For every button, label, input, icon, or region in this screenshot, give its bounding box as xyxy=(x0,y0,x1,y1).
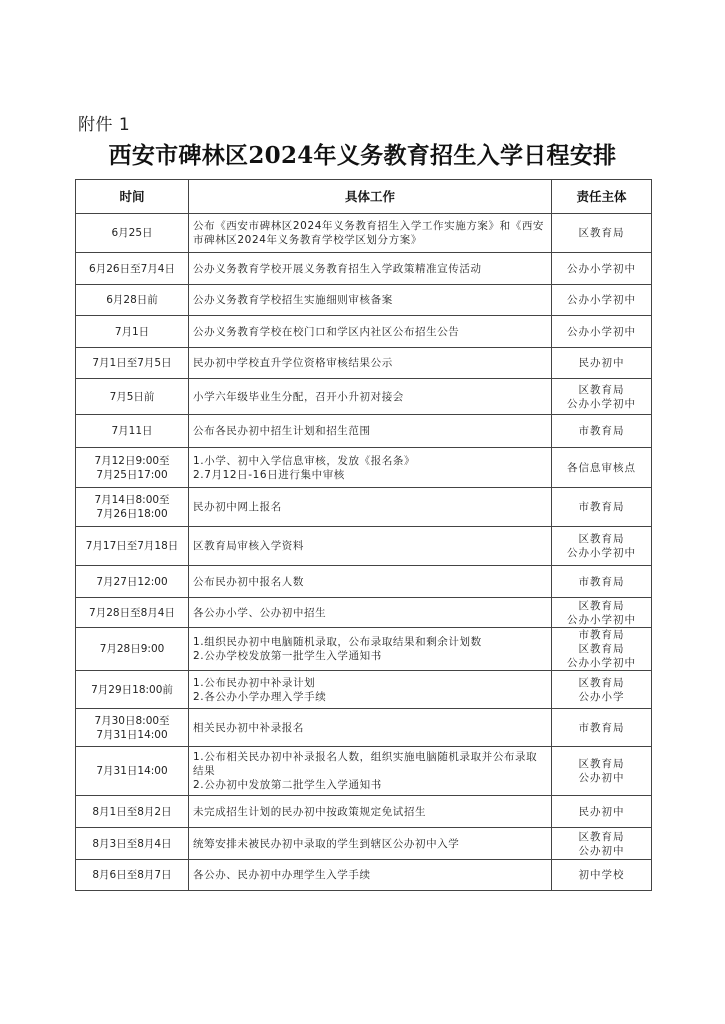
time-cell: 7月11日 xyxy=(76,415,189,448)
header-work: 具体工作 xyxy=(189,180,552,214)
header-time: 时间 xyxy=(76,180,189,214)
time-cell: 7月17日至7月18日 xyxy=(76,527,189,566)
responsible-cell: 区教育局 公办小学 xyxy=(552,671,652,709)
time-cell: 7月30日8:00至 7月31日14:00 xyxy=(76,709,189,747)
time-cell: 6月28日前 xyxy=(76,285,189,316)
table-row xyxy=(76,316,652,348)
time-cell: 7月27日12:00 xyxy=(76,566,189,598)
work-cell: 各公办、民办初中办理学生入学手续 xyxy=(189,860,552,891)
work-cell: 1.组织民办初中电脑随机录取，公布录取结果和剩余计划数 2.公办学校发放第一批学生入学通知书 xyxy=(189,628,552,671)
responsible-cell: 区教育局 公办小学初中 xyxy=(552,527,652,566)
table-row xyxy=(76,671,652,709)
table-header-row xyxy=(76,180,652,214)
table-row xyxy=(76,285,652,316)
table-row xyxy=(76,253,652,285)
table-row xyxy=(76,796,652,828)
table-row xyxy=(76,527,652,566)
work-cell: 公办义务教育学校在校门口和学区内社区公布招生公告 xyxy=(189,316,552,348)
table-row xyxy=(76,566,652,598)
time-cell: 7月31日14:00 xyxy=(76,747,189,796)
table-row xyxy=(76,379,652,415)
work-cell: 未完成招生计划的民办初中按政策规定免试招生 xyxy=(189,796,552,828)
table-row xyxy=(76,214,652,253)
table-row xyxy=(76,598,652,628)
schedule-table xyxy=(75,179,652,891)
responsible-cell: 区教育局 xyxy=(552,214,652,253)
table-row xyxy=(76,828,652,860)
responsible-cell: 区教育局 公办初中 xyxy=(552,828,652,860)
responsible-cell: 各信息审核点 xyxy=(552,448,652,488)
responsible-cell: 民办初中 xyxy=(552,348,652,379)
responsible-cell: 市教育局 xyxy=(552,566,652,598)
time-cell: 7月14日8:00至 7月26日18:00 xyxy=(76,488,189,527)
work-cell: 1.公布民办初中补录计划 2.各公办小学办理入学手续 xyxy=(189,671,552,709)
table-row xyxy=(76,488,652,527)
work-cell: 公办义务教育学校招生实施细则审核备案 xyxy=(189,285,552,316)
table-row xyxy=(76,415,652,448)
responsible-cell: 市教育局 xyxy=(552,488,652,527)
responsible-cell: 市教育局 xyxy=(552,415,652,448)
table-row xyxy=(76,348,652,379)
time-cell: 7月29日18:00前 xyxy=(76,671,189,709)
table-row xyxy=(76,709,652,747)
work-cell: 相关民办初中补录报名 xyxy=(189,709,552,747)
time-cell: 6月26日至7月4日 xyxy=(76,253,189,285)
responsible-cell: 初中学校 xyxy=(552,860,652,891)
time-cell: 6月25日 xyxy=(76,214,189,253)
header-responsible: 责任主体 xyxy=(552,180,652,214)
work-cell: 民办初中网上报名 xyxy=(189,488,552,527)
work-cell: 1.公布相关民办初中补录报名人数，组织实施电脑随机录取并公布录取结果 2.公办初中发放第二批学生入学通知书 xyxy=(189,747,552,796)
time-cell: 7月28日至8月4日 xyxy=(76,598,189,628)
document-title: 西安市碑林区2024年义务教育招生入学日程安排 xyxy=(108,142,617,169)
table-row xyxy=(76,860,652,891)
responsible-cell: 公办小学初中 xyxy=(552,285,652,316)
responsible-cell: 公办小学初中 xyxy=(552,253,652,285)
responsible-cell: 区教育局 公办初中 xyxy=(552,747,652,796)
time-cell: 7月5日前 xyxy=(76,379,189,415)
time-cell: 7月1日至7月5日 xyxy=(76,348,189,379)
responsible-cell: 市教育局 xyxy=(552,709,652,747)
work-cell: 1.小学、初中入学信息审核，发放《报名条》 2.7月12日-16日进行集中审核 xyxy=(189,448,552,488)
work-cell: 公布民办初中报名人数 xyxy=(189,566,552,598)
work-cell: 公布《西安市碑林区2024年义务教育招生入学工作实施方案》和《西安市碑林区2024年义务教育学校学区划分方案》 xyxy=(189,214,552,253)
work-cell: 公布各民办初中招生计划和招生范围 xyxy=(189,415,552,448)
table-row xyxy=(76,628,652,671)
responsible-cell: 市教育局 区教育局 公办小学初中 xyxy=(552,628,652,671)
time-cell: 7月1日 xyxy=(76,316,189,348)
work-cell: 统筹安排未被民办初中录取的学生到辖区公办初中入学 xyxy=(189,828,552,860)
time-cell: 7月28日9:00 xyxy=(76,628,189,671)
work-cell: 民办初中学校直升学位资格审核结果公示 xyxy=(189,348,552,379)
table-row xyxy=(76,747,652,796)
responsible-cell: 区教育局 公办小学初中 xyxy=(552,598,652,628)
time-cell: 8月3日至8月4日 xyxy=(76,828,189,860)
work-cell: 区教育局审核入学资料 xyxy=(189,527,552,566)
work-cell: 小学六年级毕业生分配，召开小升初对接会 xyxy=(189,379,552,415)
responsible-cell: 民办初中 xyxy=(552,796,652,828)
time-cell: 8月6日至8月7日 xyxy=(76,860,189,891)
responsible-cell: 公办小学初中 xyxy=(552,316,652,348)
attachment-label: 附件 1 xyxy=(78,115,131,135)
work-cell: 公办义务教育学校开展义务教育招生入学政策精准宣传活动 xyxy=(189,253,552,285)
responsible-cell: 区教育局 公办小学初中 xyxy=(552,379,652,415)
work-cell: 各公办小学、公办初中招生 xyxy=(189,598,552,628)
time-cell: 8月1日至8月2日 xyxy=(76,796,189,828)
table-row xyxy=(76,448,652,488)
time-cell: 7月12日9:00至 7月25日17:00 xyxy=(76,448,189,488)
